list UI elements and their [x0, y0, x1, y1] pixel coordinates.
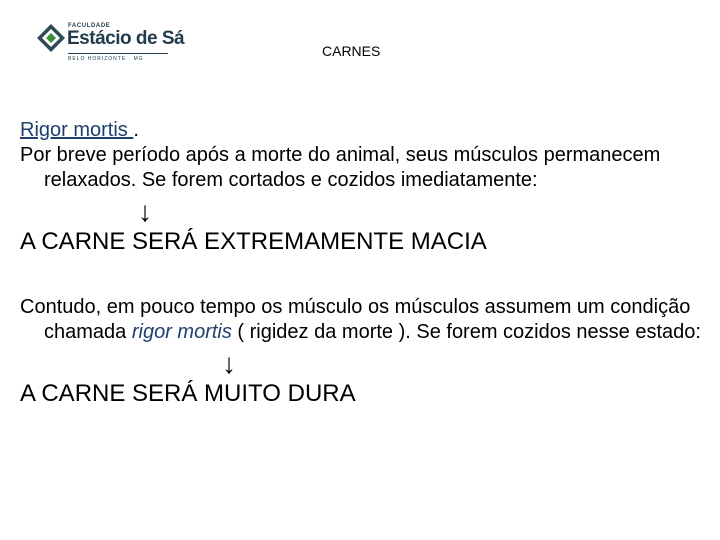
slide-content	[20, 118, 710, 409]
logo-subtext: BELO HORIZONTE · MG	[68, 56, 144, 62]
result-text-1: A CARNE SERÁ EXTREMAMENTE MACIA	[20, 228, 487, 255]
paragraph-2	[20, 295, 710, 345]
logo-name: Estácio de Sá	[67, 28, 185, 49]
slide-title: CARNES	[322, 43, 381, 59]
logo-rule	[68, 53, 168, 54]
rigor-mortis-heading: Rigor mortis	[20, 119, 134, 141]
spacer	[20, 257, 710, 295]
paragraph-2-part1: Contudo, em pouco tempo os músculo os músculos assumem um condição chamada	[20, 296, 691, 343]
paragraph-1: Por breve período após a morte do animal, seus músculos permanecem relaxados. Se forem cortados e cozidos imediatamente:	[20, 144, 661, 191]
down-arrow-icon: ↓	[138, 196, 152, 227]
institution-logo	[36, 16, 185, 66]
estacio-logo-icon	[36, 23, 66, 53]
logo-small-text: FACULDADE	[68, 23, 111, 29]
rigor-mortis-term: rigor mortis	[131, 321, 232, 343]
section-heading	[20, 118, 710, 143]
down-arrow-icon: ↓	[222, 348, 236, 379]
result-text-2: A CARNE SERÁ MUITO DURA	[20, 380, 356, 407]
paragraph-2-part2: ( rigidez da morte ). Se forem cozidos nesse estado:	[231, 321, 701, 343]
heading-suffix: .	[133, 119, 139, 141]
